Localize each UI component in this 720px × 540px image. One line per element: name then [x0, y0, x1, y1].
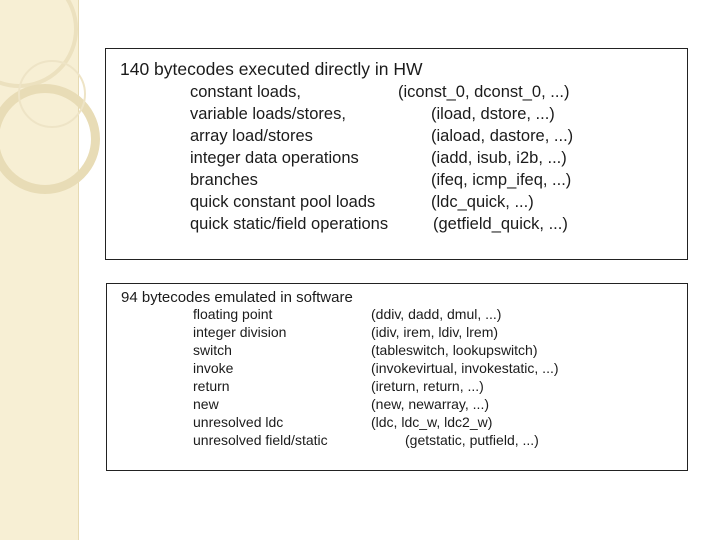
category-examples: (getstatic, putfield, ...) — [405, 432, 539, 448]
category-name: return — [193, 378, 230, 394]
category-name: unresolved ldc — [193, 414, 284, 430]
category-name: integer division — [193, 324, 287, 340]
category-name: switch — [193, 342, 232, 358]
category-name: new — [193, 396, 219, 412]
hardware-bytecodes-box — [105, 48, 688, 260]
software-bytecodes-box — [106, 283, 688, 471]
decorative-ring — [18, 60, 86, 128]
category-name: unresolved field/static — [193, 432, 328, 448]
category-examples: (ldc, ldc_w, ldc2_w) — [371, 414, 493, 430]
category-examples: (iconst_0, dconst_0, ...) — [398, 83, 570, 101]
hardware-box-title: 140 bytecodes executed directly in HW — [120, 59, 423, 79]
software-box-title: 94 bytecodes emulated in software — [121, 289, 353, 306]
category-name: floating point — [193, 306, 273, 322]
category-examples: (iload, dstore, ...) — [431, 105, 555, 123]
category-examples: (tableswitch, lookupswitch) — [371, 342, 538, 358]
category-examples: (new, newarray, ...) — [371, 396, 490, 412]
category-name: constant loads, — [190, 83, 301, 101]
category-name: quick static/field operations — [190, 215, 389, 233]
category-examples: (iadd, isub, i2b, ...) — [431, 149, 567, 167]
category-name: branches — [190, 171, 258, 189]
decorative-sidebar — [0, 0, 79, 540]
category-name: invoke — [193, 360, 234, 376]
category-examples: (ifeq, icmp_ifeq, ...) — [431, 171, 572, 189]
category-name: variable loads/stores, — [190, 105, 346, 123]
category-name: integer data operations — [190, 149, 359, 167]
category-examples: (ireturn, return, ...) — [371, 378, 484, 394]
category-examples: (iaload, dastore, ...) — [431, 127, 574, 145]
category-examples: (ldc_quick, ...) — [431, 193, 534, 211]
category-examples: (getfield_quick, ...) — [433, 215, 568, 233]
category-name: array load/stores — [190, 127, 313, 145]
category-examples: (idiv, irem, ldiv, lrem) — [371, 324, 499, 340]
category-examples: (ddiv, dadd, dmul, ...) — [371, 306, 502, 322]
category-name: quick constant pool loads — [190, 193, 376, 211]
category-examples: (invokevirtual, invokestatic, ...) — [371, 360, 559, 376]
